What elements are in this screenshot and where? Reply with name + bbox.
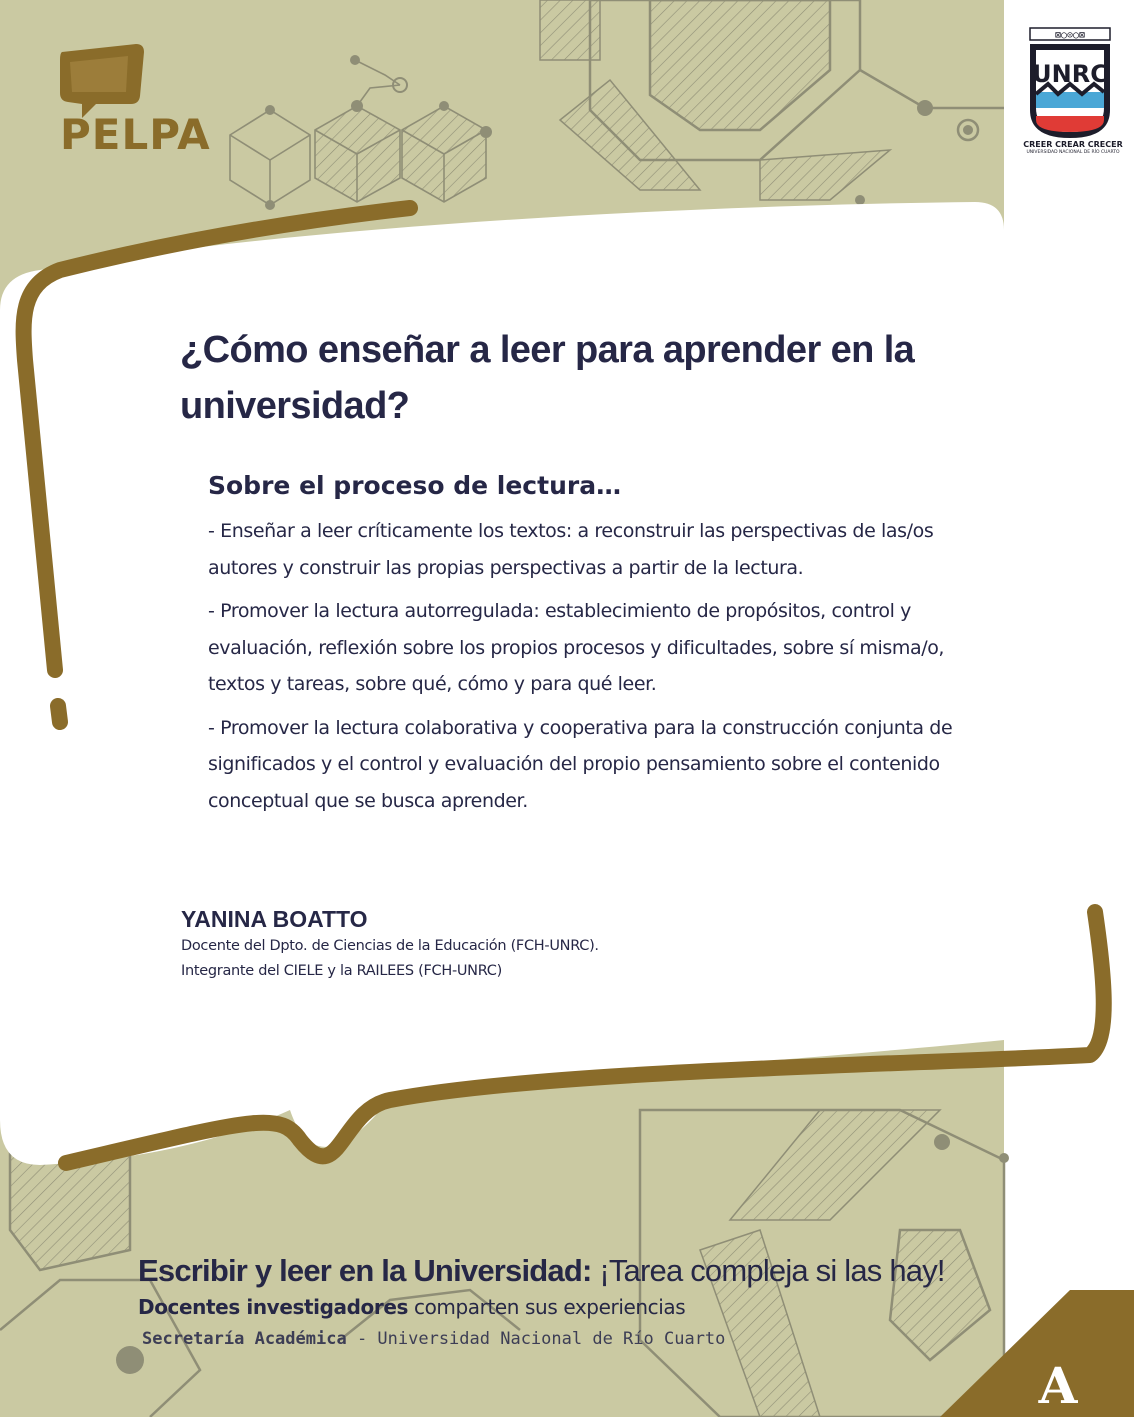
svg-text:⊠○⊙○⊠: ⊠○⊙○⊠ <box>1054 30 1086 41</box>
svg-text:UNRC: UNRC <box>1032 60 1108 88</box>
author-role: Integrante del CIELE y la RAILEES (FCH-UNRC) <box>181 963 502 979</box>
series-title-bold: Escribir y leer en la Universidad: <box>138 1253 592 1288</box>
bullet-item: - Enseñar a leer críticamente los textos: a reconstruir las perspectivas de las/os autores y construir las propias perspectivas a partir de la lectura. <box>208 520 934 579</box>
article-title: ¿Cómo enseñar a leer para aprender en la universidad? <box>180 329 915 427</box>
brand-name: PELPA <box>60 110 211 159</box>
section-heading: Sobre el proceso de lectura… <box>208 471 622 500</box>
shield-icon <box>1030 28 1110 138</box>
bullet-item: - Promover la lectura colaborativa y cooperativa para la construcción conjunta de significados y el control y evaluación del propio pensamiento sobre el contenido conceptual que se busca aprender. <box>208 716 953 812</box>
credits-rest: - Universidad Nacional de Río Cuarto <box>346 1329 726 1349</box>
university-motto: CREER CREAR CRECER <box>1023 140 1123 149</box>
credits-line <box>142 1325 725 1353</box>
series-subtitle-bold: Docentes investigadores <box>138 1295 409 1319</box>
series-title-rest: ¡Tarea compleja si las hay! <box>591 1253 945 1288</box>
university-full-name: UNIVERSIDAD NACIONAL DE RÍO CUARTO <box>1026 150 1120 155</box>
bullet-list <box>208 513 978 826</box>
bullet-item: - Promover la lectura autorregulada: establecimiento de propósitos, control y evaluación, reflexión sobre los propios procesos y dificultades, sobre sí misma/o, textos y tareas, sobre qué, cómo y para qué leer. <box>208 600 945 695</box>
series-subtitle <box>138 1292 685 1322</box>
corner-letter: A <box>1038 1356 1078 1415</box>
series-subtitle-rest: comparten sus experiencias <box>408 1295 686 1319</box>
credits-bold: Secretaría Académica <box>142 1329 347 1349</box>
author-name: YANINA BOATTO <box>181 906 368 932</box>
series-title <box>138 1250 945 1292</box>
author-role: Docente del Dpto. de Ciencias de la Educación (FCH-UNRC). <box>181 938 599 954</box>
